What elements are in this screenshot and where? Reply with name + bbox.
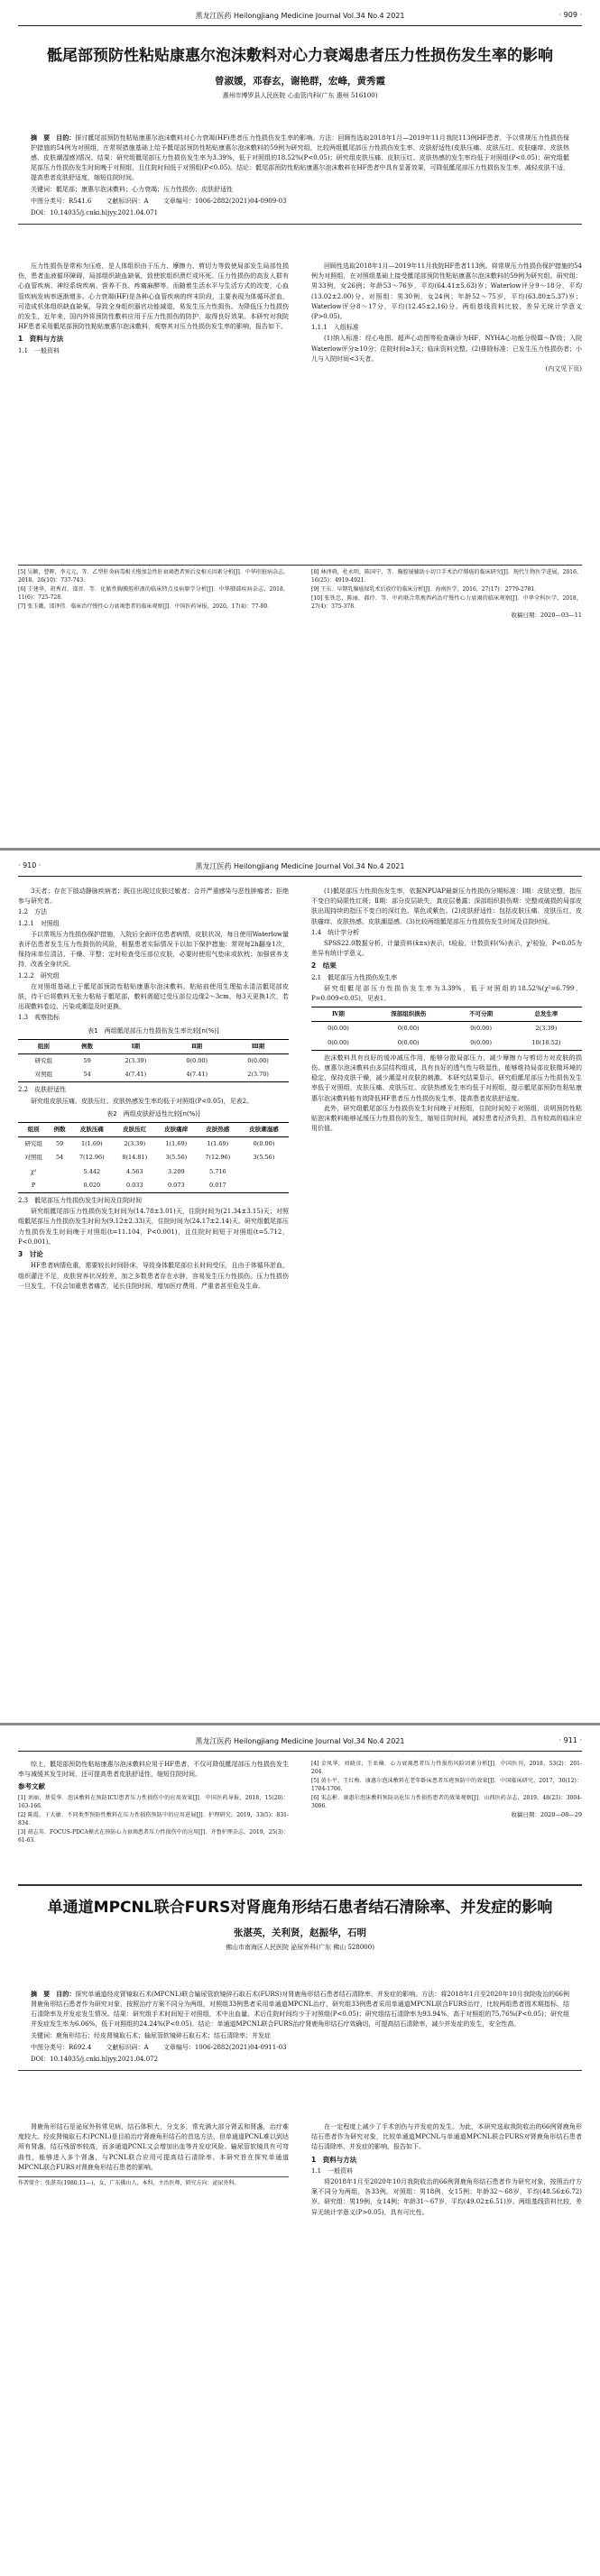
page-number: · 910 · (18, 861, 42, 869)
abstract-label: 摘 要 目的： (31, 1991, 76, 1998)
running-header (18, 1731, 582, 1752)
subsection-heading: 2.3 骶尾部压力性损伤发生时间及住院时间 (18, 1197, 143, 1205)
table-row: 对照组 54 7(12.96) 8(14.81) 3(5.56) 7(12.96) 3(5.56) (24, 1154, 275, 1162)
section-heading: 1 资料与方法 (18, 335, 64, 344)
table-1: 组别 例数 Ⅰ期 Ⅱ期 Ⅲ期 研究组 59 2(3.39) 0(0.00) 0(0.00) 对照组 54 4(7.41) 4(7.41) 2(3.70) (18, 1039, 289, 1083)
table-row: χ² 5.442 4.563 3.209 5.716 (30, 1167, 226, 1175)
page-number: · 909 · (558, 11, 582, 19)
intro-paragraph: 肾鹿角形结石是泌尿外科常见病，结石体积大，分支多，常充满大部分肾盂和肾盏，治疗难度较大。经皮肾镜取石术(PCNL)是目前治疗肾鹿角形结石的首选方法，但单通道PCNL难以到达所有肾盏，结石残留率较高，而多通道PCNL又会增加出血等并发症风险。输尿管软镜具有可弯曲性，能够进入多个肾盏，与PCNL联合应用可提高结石清除率。本研究旨在探究单通道MPCNL联合FURS对肾鹿角形结石患者的影响。 (18, 2123, 289, 2171)
received-date: 收稿日期：2020—03—11 (511, 612, 582, 619)
section-heading: 3 讨论 (18, 1250, 43, 1259)
doi: DOI：10.14035/j.cnki.hljyy.2021.04.072 (31, 2056, 159, 2063)
reference-item: [1] 刘丽，蔡爱华．泡沫敷料在预防ICU患者压力性损伤中的应用效果[J]．中国医药导报，2018，15(20)：163-166． (18, 1794, 289, 1809)
running-header (18, 5, 582, 26)
left-column (18, 262, 289, 357)
study-method: 在对照组基础上于骶尾部预防性粘贴康惠尔泡沫敷料。粘贴前使用生理盐水清洁骶尾部皮肤，待干后将敷料无张力粘贴于骶尾部，敷料需超过受压部位边缘2～3cm，每3天更换1次，若出现敷料卷边、污染或潮湿及时更换。 (18, 982, 289, 1011)
article-number: 文章编号：1006-2882(2021)04-0909-03 (162, 198, 287, 205)
keywords: 关键词：鹿角形结石；经皮肾镜取石术；输尿管软镜碎石取石术；结石清除率；并发症 (31, 2032, 271, 2039)
doi: DOI：10.14035/j.cnki.hljyy.2021.04.071 (31, 209, 159, 216)
article-number: 文章编号：1006-2882(2021)04-0911-03 (162, 2044, 287, 2051)
section-heading: 2 结果 (311, 961, 337, 971)
journal-name: 黑龙江医药 Heilongjiang Medicine Journal Vol.34 No.4 2021 (195, 862, 405, 870)
abstract (31, 1990, 569, 2029)
abstract-text: 探究单通道经皮肾镜取石术(MPCNL)联合输尿管软镜碎石取石术(FURS)对肾鹿角形结石患者结石清除率、并发症的影响。方法：将2018年1月至2020年10月我院收治的66例肾鹿角形结石患者作为研究对象，按照治疗方案不同分为两组，对照组33例患者采用单通道MPCNL治疗，研究组33例患者采用单通道MPCNL联合FURS治疗，比较两组患者围术期指标、结石清除率及并发症发生情况。结果：研究组手术时间短于对照组，术中出血量、术后住院时间均少于对照组(P<0.05)；研究组结石清除率为93.94%，高于对照组的75.76%(P<0.05)；研究组并发症发生率为6.06%，低于对照组的24.24%(P<0.05)。结论：单通道MPCNL联合FURS治疗肾鹿角形结石疗效确切，可提高结石清除率，减少并发症的发生，安全性高。 (31, 1991, 570, 2028)
affiliation: 佛山市南海区人民医院 泌尿外科(广东 佛山 528000) (226, 1944, 374, 1951)
subsection-heading: 1.3 观察指标 (18, 1014, 60, 1022)
left-column (18, 2122, 289, 2187)
result-paragraph: 研究组骶尾部压力性损伤发生率为3.39%，低于对照组的18.52%(χ²=6.799，P=0.009<0.05)，见表1。 (311, 984, 582, 1003)
reference-item: [5] 吴颖，曹晖，李元元，等．乙型肝炎病毒相关慢加急性肝衰竭患者预后及相关因素分析[J]．中华肝脏病杂志，2018，26(10)：737-743． (18, 569, 289, 584)
right-column (311, 887, 582, 1134)
intro-paragraph: 压力性损伤是常称为压疮，是人体组织由于压力、摩擦力、剪切力等致使局部发生局部性损伤，患者血液循环障碍，局部组织缺血缺氧，致使软组织溃烂或坏死。压力性损伤的高发人群有心血管疾病、神经系统疾病、营养不良、疼痛麻醉等。而随着生活水平与生活方式的改变，心血管疾病发病率逐渐增多。心力衰竭(HF)是各种心血管疾病的终末阶段，主要表现为体循环淤血，可造成机体组织缺血缺氧，导致全身组织器官功能减退，易发生压力性损伤。为降低压力性损伤的发生，近年来，国内外将预防性敷料应用于压力性损伤的防护，取得良好效果。本研究对我院HF患者采用骶尾部预防性粘贴康惠尔泡沫敷料，观察其对压力性损伤发生率的影响，报告如下。 (18, 262, 289, 331)
table-1-continued: Ⅳ期 深部组织损伤 不可分期 总发生率 0(0.00) 0(0.00) 0(0.00) 2(3.39) 0(0.00) 0(0.00) 0(0.00) 10(18.52) (311, 1007, 582, 1051)
reference-item: [8] 林泽舜，杜永明，陈国宁，等．胸腔镜辅助小切口手术治疗肺癌的临床研究[J]．现代生物医学进展，2016，16(25)：4919-4921． (311, 569, 582, 584)
subsection-heading: 1.4 统计学分析 (311, 928, 360, 936)
authors: 张湛英，关利贤，赵振华，石明 (234, 1927, 366, 1938)
general-data-paragraph: 回顾性选取2018年1月—2019年11月我院HF患者113例。将常规压力性损伤保护措施的54例为对照组，在对照组基础上接受骶尾部预防性粘贴康惠尔泡沫敷料的59例为研究组。研究组：男33例，女26例；年龄53～76岁，平均(64.41±5.63)岁；Waterlow评分9～18分，平均(13.02±2.00)分。对照组：男30例，女24例；年龄52～75岁，平均(63.80±5.37)岁；Waterlow评分8～17分，平均(12.45±2.16)分。两组基线资料比较，差异无统计学意义(P>0.05)。 (311, 262, 582, 321)
classification (31, 2043, 569, 2053)
running-header (18, 856, 582, 877)
clc-number: 中图分类号：R541.6 (31, 198, 92, 205)
table2-caption: 表2 两组皮肤舒适性比较[n(%)] (106, 1109, 200, 1118)
table-row: 研究组 59 2(3.39) 0(0.00) 0(0.00) (34, 1057, 269, 1065)
reference-item: [3] 胡志英．FOCUS-PDCA模式在预防心力衰竭患者压力性损伤中的应用[J]．齐鲁护理杂志，2019，25(3)：61-63． (18, 1828, 289, 1844)
journal-name: 黑龙江医药 Heilongjiang Medicine Journal Vol.34 No.4 2021 (195, 1737, 405, 1745)
statistics-paragraph: SPSS22.0数据分析，计量资料(x̄±s)表示，t检验，计数资料(%)表示，χ²检验，P<0.05为差异有统计学意义。 (311, 940, 582, 958)
subsection-heading: 2.2 皮肤舒适性 (18, 1086, 67, 1094)
reference-item: [4] 金凤华，刘晓彦，王亚楠．心力衰竭患者压力性损伤风险因素分析[J]．中国医刊，2018，53(2)：201-204． (311, 1761, 582, 1775)
intro-paragraph: 在一定程度上减少了手术创伤与并发症的发生。为此，本研究选取我院收治的66例肾鹿角形结石患者作为研究对象，比较单通道MPCNL与单通道MPCNL联合FURS对肾鹿角形结石患者结石清除率、并发症的影响，报告如下。 (311, 2123, 582, 2151)
subsection-heading: 1.1 一般资料 (18, 346, 60, 354)
table-row: 0(0.00) 0(0.00) 0(0.00) 2(3.39) (328, 1025, 558, 1033)
table-2: 组别 例数 皮肤压痛 皮肤压红 皮肤瘙痒 皮肤热感 皮肤潮湿感 研究组 59 1(1.69) 2(3.39) 1(1.69) 1(1.69) 0(0.00) 对照组 54 7(12.96) 8(14.81) 3(5.56) 7(12.96) 3(5.56) χ² 5.442 4.563 3.209 5.716 P 0.020 0.033 0.073 0.017 (18, 1122, 289, 1193)
doc-code: 文献标识码：A (106, 198, 149, 205)
reference-list (18, 568, 582, 676)
table-row: 研究组 59 1(1.69) 2(3.39) 1(1.69) 1(1.69) 0(0.00) (24, 1140, 275, 1148)
reference-item: [9] 王东．早期乳腺癌保乳术后放疗的临床分析[J]．海南医学，2016，27(17)：2779-2781． (311, 586, 540, 593)
classification (31, 197, 569, 207)
references-heading: 参考文献 (18, 1782, 45, 1791)
table-row: 0(0.00) 0(0.00) 0(0.00) 10(18.52) (311, 1036, 582, 1051)
table-row: P 0.020 0.033 0.073 0.017 (18, 1179, 289, 1193)
reference-item: [10] 张铁忠，陈丽，郝玲．等．中药联合常规西药治疗慢性心力衰竭的临床观察[J]．中华全科医学，2018，27(4)：375-378． (311, 595, 582, 610)
right-column (311, 2122, 582, 2218)
reference-column (311, 1760, 582, 1820)
discussion-paragraph: HF患者病情危重，需要较长时间卧床，导致身体骶尾部位长时间受压，且由于体循环淤血，组织灌注不足，皮肤营养状况较差，加之多数患者存在水肿，容易发生压力性损伤。压力性损伤一旦发生，不仅会加重患者痛苦，延长住院时间，增加医疗费用，严重者甚至危及生命。 (18, 1262, 289, 1290)
page-911 (0, 1723, 600, 2576)
abstract (31, 133, 569, 183)
subsection-heading: 1.1.1 入组标准 (311, 324, 359, 332)
result-paragraph: 研究组骶尾部压力性损伤发生时间为(14.78±3.01)天，住院时间为(21.34±3.15)天；对照组骶尾部压力性损伤发生时间为(9.12±2.33)天，住院时间为(24.17±2.14)天。研究组骶尾部压力性损伤发生时间晚于对照组(t=11.104，P<0.001)，且住院时间短于对照组(t=5.712，P<0.001)。 (18, 1208, 289, 1246)
abstract-label: 摘 要 目的： (31, 134, 76, 142)
reference-item: [2] 陈霞，于大敏．不同类型预防性敷料在压力性损伤预防中的应用进展[J]．护理研究，2019，33(5)：831-834． (18, 1811, 289, 1826)
clc-number: 中图分类号：R692.4 (31, 2044, 92, 2051)
affiliation: 惠州市博罗县人民医院 心血管内科(广东 惠州 516100) (222, 92, 378, 99)
reference-item: [7] 张玉娥，邵泽伟．临床治疗慢性心力衰竭患者的临床观察[J]．中国医药导报，2020，17(4)：77-80． (18, 603, 273, 610)
author-footnote: 作者简介：张湛英(1980.11—)，女，广东佛山人，本科，主治医师，研究方向：泌尿外科。 (18, 2176, 289, 2187)
control-method: 予以常规压力性损伤保护措施，入院后全面评估患者病情，皮肤状况，每日使用Waterlow量表评估患者发生压力性损伤的风险，根据患者实际情况予以如下保护措施：常规每2h翻身1次，保持床单位清洁、干燥、平整；定时检查受压部位皮肤，必要时使用气垫床或软枕；加强营养支持，改善全身状况。 (18, 930, 289, 969)
authors: 曾淑媛，邓春玄，谢艳群，宏峰，黄秀霞 (215, 76, 385, 87)
discussion-paragraph: 泡沫敷料具有良好的缓冲减压作用，能够分散局部压力，减少摩擦力与剪切力对皮肤的损伤。康惠尔泡沫敷料由多层结构组成，具有良好的透气性与吸湿性，能够维持局部皮肤微环境的稳定，保持皮肤干燥，减少潮湿对皮肤的刺激。本研究结果显示，研究组骶尾部压力性损伤发生率低于对照组，皮肤压痛、皮肤压红、皮肤热感发生率均低于对照组，提示骶尾部预防性粘贴康惠尔泡沫敷料能有效降低HF患者压力性损伤发生率，提高患者皮肤舒适度。 (311, 1053, 582, 1102)
body-paragraph: 3天者；存在下肢动静脉疾病者；既往出现过皮肤过敏者；合并严重感染与恶性肿瘤者；拒绝参与研究者。 (18, 888, 289, 906)
doc-code: 文献标识码：A (106, 2044, 149, 2051)
subsection-heading: 2.1 骶尾部压力性损伤发生率 (311, 973, 398, 981)
conclusion-paragraph: 综上，骶尾部预防性粘贴康惠尔泡沫敷料应用于HF患者，不仅可降低骶尾部压力性损伤发生率与减缓其发生时间，还可提高患者皮肤舒适性，缩短住院时间。 (18, 1761, 289, 1779)
article-title: 单通道MPCNL联合FURS对肾鹿角形结石患者结石清除率、并发症的影响 (47, 1899, 553, 1917)
subsection-heading: 1.2.2 研究组 (18, 971, 60, 980)
page-909 (0, 0, 600, 839)
right-column (311, 262, 582, 374)
subsection-heading: 1.2 方法 (18, 908, 48, 916)
discussion-paragraph: 此外，研究组骶尾部压力性损伤发生时间晚于对照组，住院时间短于对照组，说明预防性粘贴泡沫敷料能够延缓压力性损伤的发生，缩短住院时间，减轻患者经济负担，具有较高的临床应用价值。 (311, 1104, 582, 1133)
subsection-heading: 1.1 一般资料 (311, 2167, 354, 2175)
page-number: · 911 · (558, 1736, 582, 1744)
abstract-text: 探讨骶尾部预防性粘贴康惠尔泡沫敷料对心力衰竭(HF)患者压力性损伤发生率的影响。方法：回顾性选取2018年1月—2019年11月我院113例HF患者，予以常规压力性损伤保护措施的54例为对照组，在常规措施基础上给予骶尾部预防性粘贴康惠尔泡沫敷料的59例为研究组，比较两组骶尾部压力性损伤发生率、皮肤舒适性(皮肤压痛、皮肤压红、皮肤瘙痒、皮肤热感、皮肤潮湿感)情况。结果：研究组骶尾部压力性损伤发生率为3.39%，低于对照组的18.52%(P<0.05)；研究组皮肤压痛、皮肤压红、皮肤热感的发生率均低于对照组(P<0.05)；研究组骶尾部压力性损伤发生时间晚于对照组，且住院时间低于对照组(P<0.05)。结论：骶尾部预防性粘贴康惠尔泡沫敷料在HF患者中具有显著效果，可降低骶尾部压力性损伤发生率，减轻皮肤不适，提高患者皮肤舒适度，缩短住院时间。 (31, 134, 569, 181)
table-row: 对照组 54 4(7.41) 4(7.41) 2(3.70) (18, 1068, 289, 1082)
observation-paragraph: (1)骶尾部压力性损伤发生率，依据NPUAP最新压力性损伤分期标准：Ⅰ期：皮肤完整，指压不变白的局限性红斑；Ⅱ期：部分皮层缺失，真皮层暴露；深部组织损伤期：完整或破损的局部皮肤出现持续的指压不变白的深红色、栗色或紫色。(2)皮肤舒适性：包括皮肤压痛、皮肤压红、皮肤瘙痒、皮肤热感、皮肤潮湿感。(3)比较两组骶尾部压力性损伤发生时间及住院时间。 (311, 888, 582, 925)
result-paragraph: 研究组皮肤压痛、皮肤压红、皮肤热感发生率均低于对照组(P<0.05)，见表2。 (31, 1097, 254, 1105)
reference-item: [5] 黄小平，王红梅．康惠尔泡沫敷料在老年卧床患者压疮预防中的效果[J]．中国临床研究，2017，30(12)：1704-1706． (311, 1778, 582, 1792)
conclusion-column (18, 1760, 289, 1845)
reference-item: [6] 宋志彬．康惠尔泡沫敷料预防高危压力性损伤患者的效果观察[J]．山西医药杂志，2019，48(23)：3004-3006． (311, 1795, 582, 1809)
journal-name: 黑龙江医药 Heilongjiang Medicine Journal Vol.34 No.4 2021 (195, 12, 405, 20)
inclusion-paragraph: (1)纳入标准：经心电图、超声心动图等检查确诊为HF，NYHA心功能分级Ⅲ～Ⅳ级；入院Waterlow评分≥10分；住院时间≥3天；临床资料完整。(2)排除标准：已发生压力性损伤者；小儿与入院时间<3天者。 (311, 335, 582, 363)
received-date: 收稿日期：2020—08—29 (511, 1811, 582, 1818)
reference-item: [6] 王建华，胡秀君，邵晋．等．化脓性胸膜腔积液的临床特点及病原学分析[J]．中华肺部疾病杂志，2018，11(6)：725-728． (18, 586, 289, 601)
subsection-heading: 1.2.1 对照组 (18, 919, 60, 927)
article-title: 骶尾部预防性粘贴康惠尔泡沫敷料对心力衰竭患者压力性损伤发生率的影响 (47, 47, 553, 65)
left-column (18, 887, 289, 1292)
table1-caption: 表1 两组骶尾部压力性损伤发生率比较[n(%)] (88, 1026, 219, 1035)
page-910 (0, 848, 600, 1716)
keywords: 关键词：骶尾部；康惠尔泡沫敷料；心力衰竭；压力性损伤；皮肤舒适性 (31, 186, 233, 193)
section-heading: 1 资料与方法 (311, 2155, 357, 2164)
continued-note: (内文见下页) (545, 365, 582, 373)
general-data-paragraph: 将2018年1月至2020年10月我院收治的66例肾鹿角形结石患者作为研究对象，按照治疗方案不同分为两组，各33例。对照组：男18例，女15例；年龄32～68岁，平均(48.56±6.72)岁。研究组：男19例，女14例；年龄31～67岁，平均(49.02±6.51)岁。两组基线资料比较，差异无统计学意义(P>0.05)，具有可比性。 (311, 2178, 582, 2216)
